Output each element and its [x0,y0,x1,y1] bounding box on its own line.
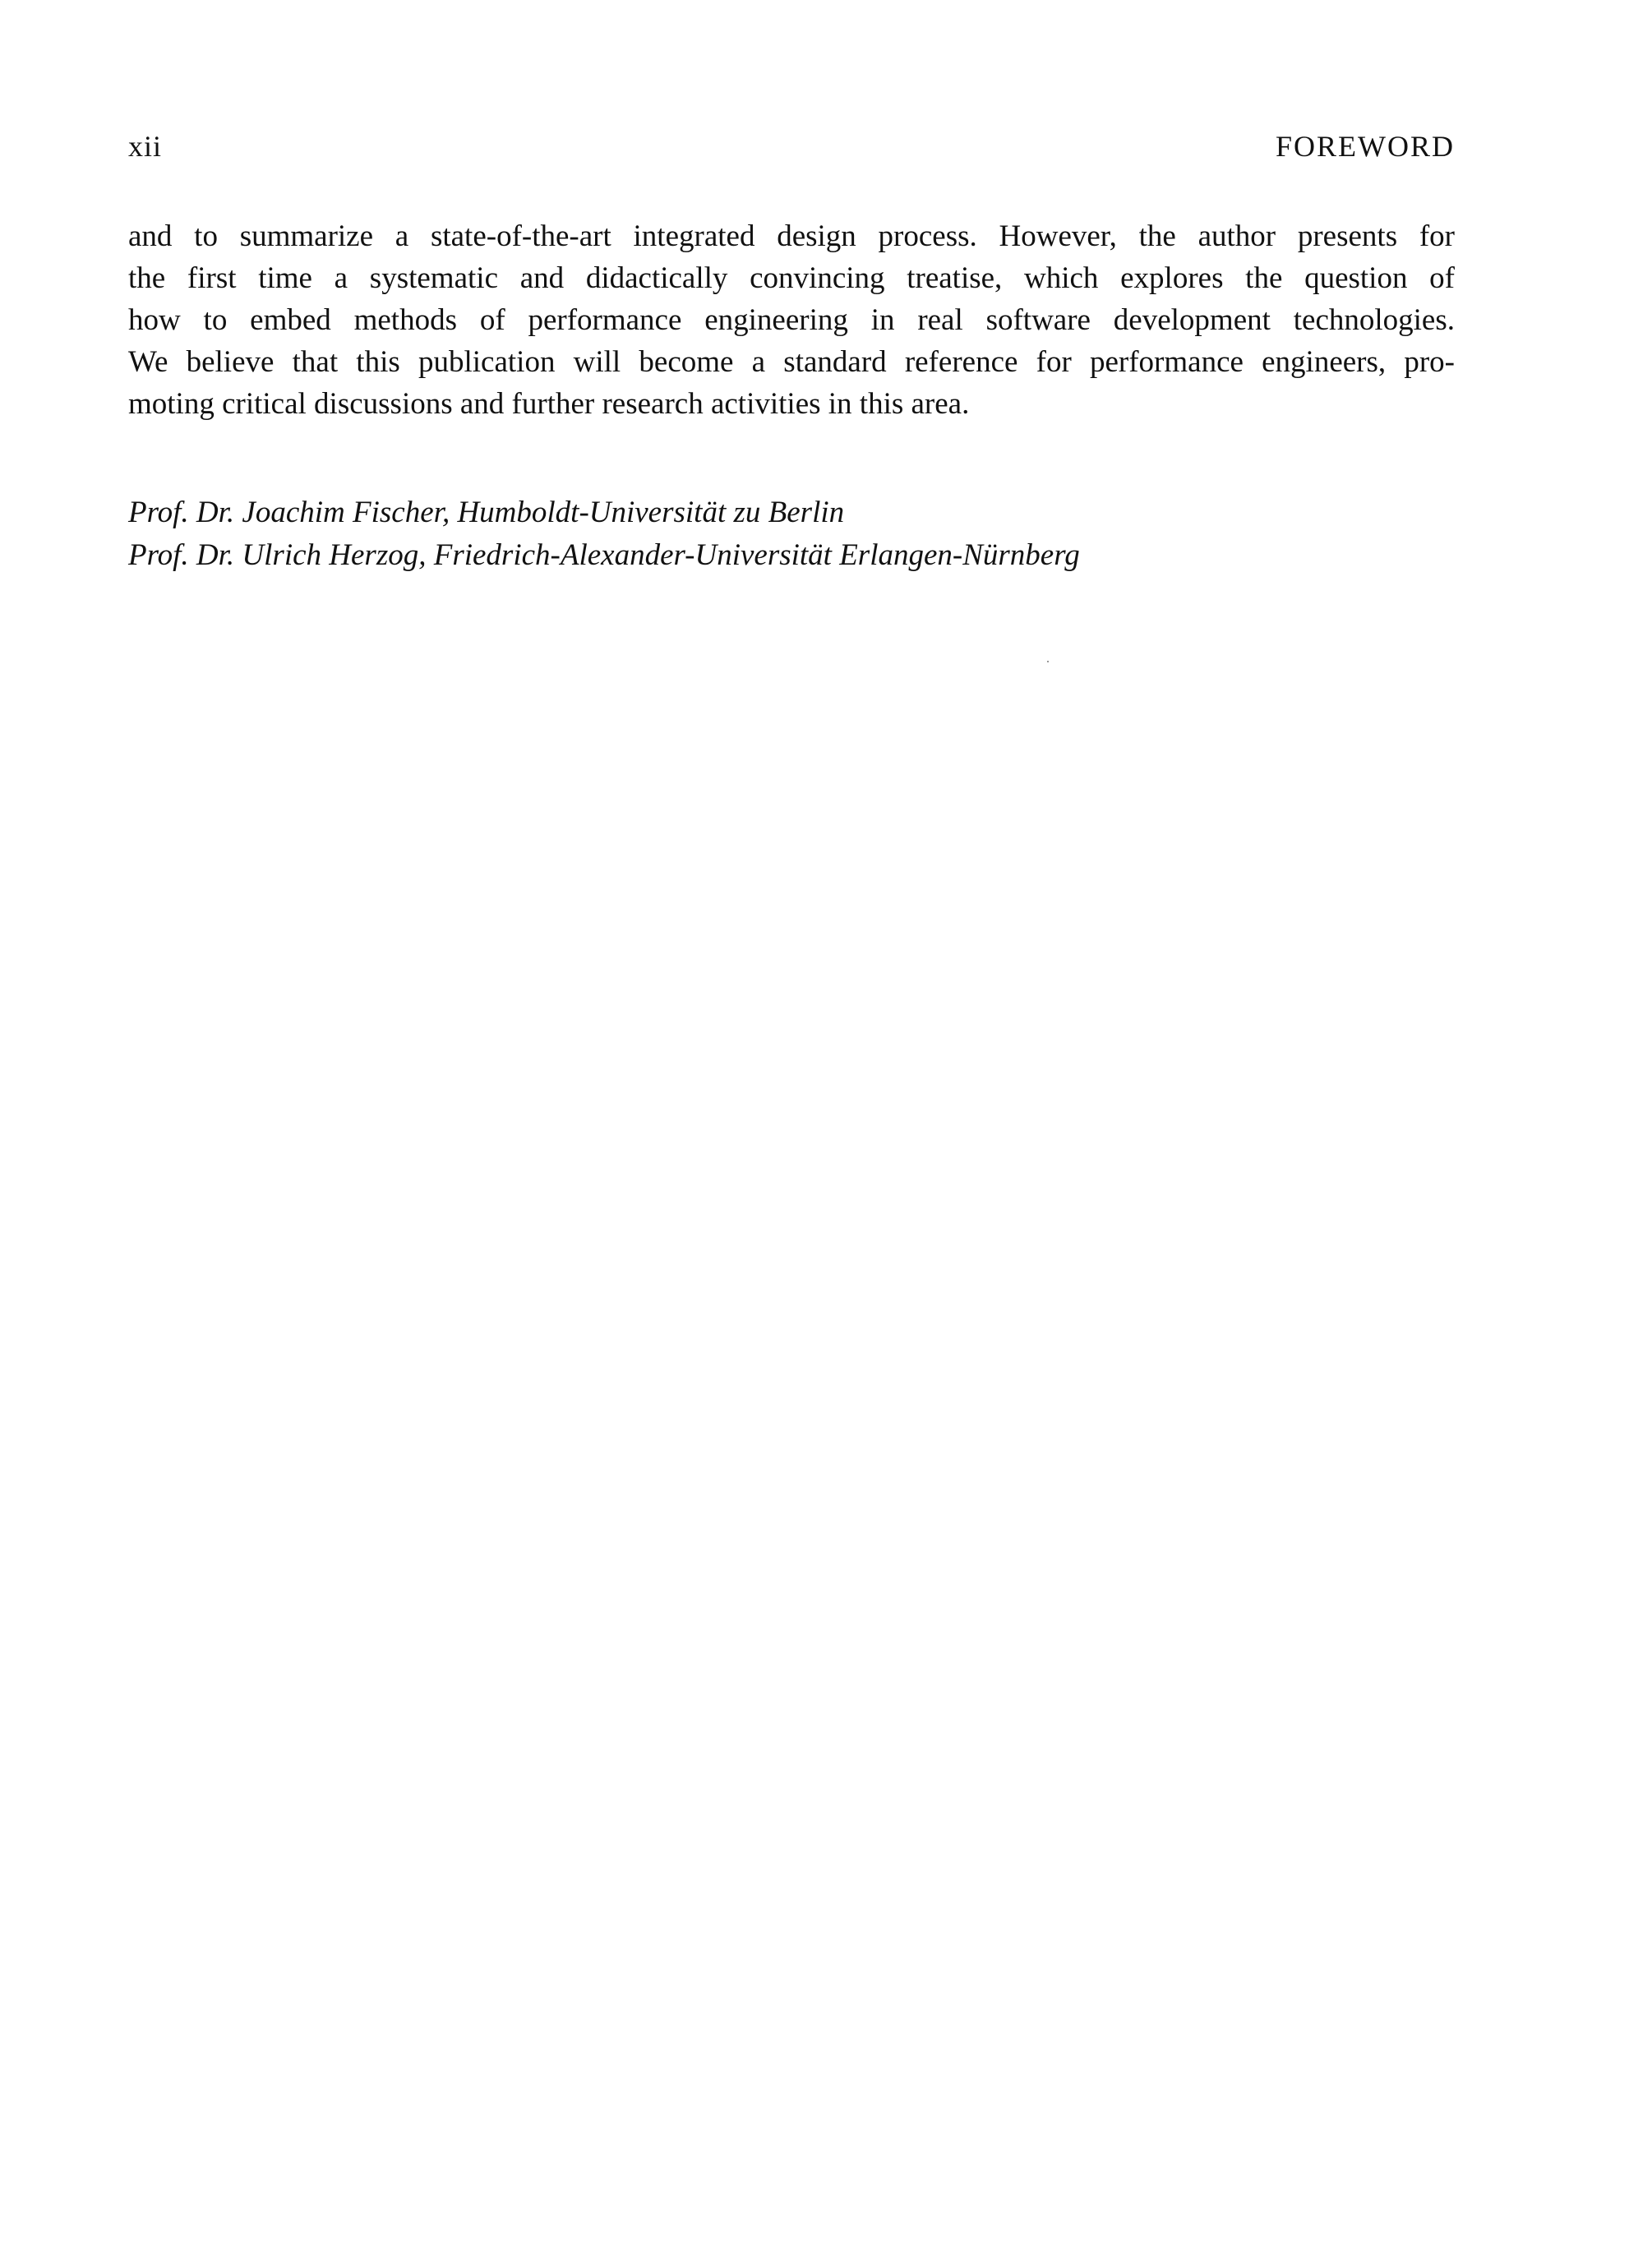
signature-herzog: Prof. Dr. Ulrich Herzog, Friedrich-Alexander-Universität Erlangen-Nürnberg [128,538,1080,572]
page-number: xii [128,130,163,163]
paragraph-line: and to summarize a state-of-the-art integrated design process. However, the author presents for [128,219,1455,253]
scan-speck [1047,661,1049,662]
paragraph-line: the first time a systematic and didactically convincing treatise, which explores the question of [128,261,1455,295]
running-head [128,123,1455,169]
signature-block [128,491,1455,577]
paragraph-line: moting critical discussions and further research activities in this area. [128,387,970,421]
paragraph-line: We believe that this publication will become a standard reference for performance engineers, pro- [128,345,1455,379]
signature-fischer: Prof. Dr. Joachim Fischer, Humboldt-Universität zu Berlin [128,496,845,529]
section-title: FOREWORD [1275,130,1455,163]
foreword-paragraph [128,215,1455,425]
paragraph-line: how to embed methods of performance engineering in real software development technologies. [128,303,1455,337]
